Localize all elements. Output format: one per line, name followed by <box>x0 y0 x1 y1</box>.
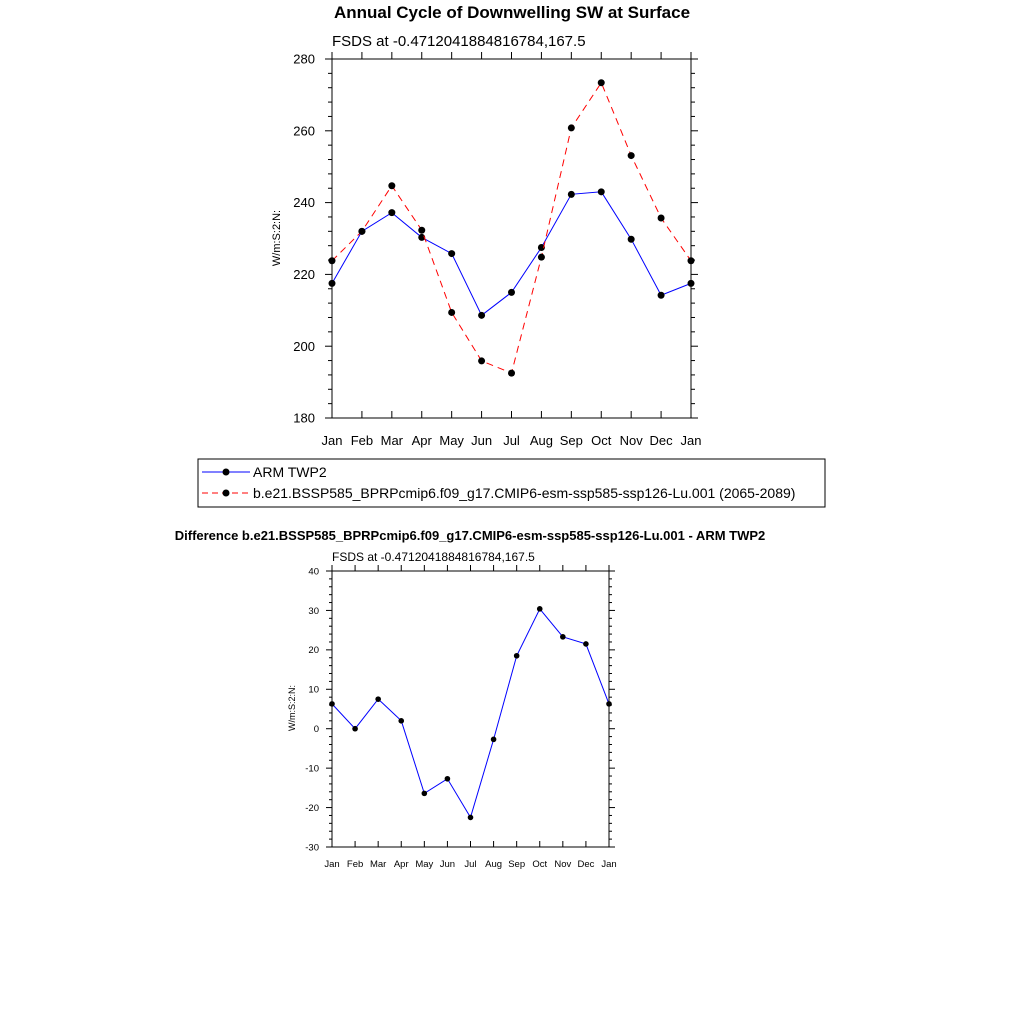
chart1-xtick-label: Jul <box>503 433 520 448</box>
chart2-xtick-label: Apr <box>393 859 409 870</box>
chart2-ytick-label: 10 <box>308 684 319 696</box>
chart2-xtick-label: Oct <box>532 859 548 870</box>
chart1-xtick-label: Mar <box>380 433 404 448</box>
chart1-series-0-point <box>329 280 336 287</box>
chart1-series-0-line <box>332 192 691 315</box>
chart1-series-1-point <box>418 227 425 234</box>
chart1-series-0-point <box>478 312 485 319</box>
chart1-series-0-point <box>508 289 515 296</box>
chart1-subtitle: FSDS at -0.4712041884816784,167.5 <box>332 33 586 50</box>
chart1-series-0-point <box>568 191 575 198</box>
chart1-series-1-point <box>478 357 485 364</box>
chart2-ytick-label: 20 <box>308 645 319 657</box>
chart1-xtick-label: Sep <box>559 433 583 448</box>
chart1-ytick-label: 180 <box>293 410 315 426</box>
chart2-xtick-label: Dec <box>577 859 595 870</box>
chart2-series-0-point <box>329 701 335 707</box>
chart1-series-0-point <box>448 250 455 257</box>
chart1-series-0-point <box>388 209 395 216</box>
chart1-xtick-label: Nov <box>619 433 643 448</box>
chart1-series-1-point <box>329 257 336 264</box>
chart2-subtitle: FSDS at -0.4712041884816784,167.5 <box>332 550 535 564</box>
chart1-xtick-label: Jan <box>321 433 343 448</box>
chart2-series-0-point <box>375 696 381 702</box>
chart2-ytick-label: -10 <box>305 763 319 775</box>
chart2-series-0-point <box>398 718 404 724</box>
chart2-xtick-label: Jan <box>601 859 617 870</box>
chart1-xtick-label: Jan <box>680 433 702 448</box>
chart2-xtick-label: Aug <box>485 859 503 870</box>
chart1-series-1-point <box>358 228 365 235</box>
chart2-xtick-label: Jun <box>439 859 456 870</box>
legend-label-model: b.e21.BSSP585_BPRPcmip6.f09_g17.CMIP6-esm-ssp585-ssp126-Lu.001 (2065-2089) <box>253 485 796 501</box>
chart2-xtick-label: Jan <box>324 859 340 870</box>
chart2-ytick-label: 0 <box>313 724 319 736</box>
chart1-ytick-label: 280 <box>293 51 315 67</box>
chart2-ytick-label: 30 <box>308 605 319 617</box>
chart1-series-0-point <box>628 236 635 243</box>
chart1-series-0-point <box>598 188 605 195</box>
chart1-xtick-label: Feb <box>350 433 374 448</box>
chart2-xtick-label: Nov <box>554 859 572 870</box>
chart1-xtick-label: Aug <box>529 433 553 448</box>
chart1-ytick-label: 240 <box>293 195 315 211</box>
chart2-series-0-line <box>332 609 609 818</box>
chart2-ytick-label: 40 <box>308 566 319 578</box>
chart2-plot <box>305 565 616 870</box>
chart1-xtick-label: May <box>439 433 464 448</box>
chart1-series-0-point <box>688 280 695 287</box>
chart2-series-0-point <box>583 641 589 647</box>
chart2-series-0-point <box>352 726 358 732</box>
chart1-xtick-label: Dec <box>649 433 673 448</box>
chart2-title: Difference b.e21.BSSP585_BPRPcmip6.f09_g17.CMIP6-esm-ssp585-ssp126-Lu.001 - ARM TWP2 <box>174 528 766 543</box>
chart2-series-0-point <box>491 737 497 743</box>
chart2-series-0-point <box>468 815 474 821</box>
chart2-frame <box>332 571 609 847</box>
chart1-series-1-point <box>448 309 455 316</box>
chart2-xtick-label: Feb <box>346 859 364 870</box>
chart2-xtick-label: Jul <box>464 859 477 870</box>
chart2-ytick-label: -30 <box>305 842 319 854</box>
chart1-ytick-label: 220 <box>293 266 315 282</box>
chart1-legend <box>198 459 825 507</box>
chart1-series-1-point <box>688 257 695 264</box>
chart1-frame <box>332 59 691 418</box>
chart1-xtick-label: Apr <box>411 433 432 448</box>
chart1-series-1-line <box>332 83 691 373</box>
chart1-xtick-label: Oct <box>591 433 612 448</box>
chart2-series-0-point <box>514 653 520 659</box>
chart2-series-0-point <box>445 776 451 782</box>
chart1-series-1-point <box>658 215 665 222</box>
chart2-xtick-label: Sep <box>508 859 526 870</box>
chart1-series-1-point <box>388 182 395 189</box>
chart1-series-1-point <box>628 152 635 159</box>
chart1-series-1-point <box>508 370 515 377</box>
chart1-ytick-label: 260 <box>293 123 315 139</box>
chart1-ylabel: W/m:S:2:N: <box>271 209 283 267</box>
chart1-title: Annual Cycle of Downwelling SW at Surface <box>333 3 691 22</box>
chart2-xtick-label: Mar <box>369 859 387 870</box>
chart1-xtick-label: Jun <box>471 433 493 448</box>
chart2-ylabel: W/m:S:2:N: <box>287 684 297 732</box>
chart1-plot <box>293 52 701 448</box>
legend-marker-model <box>223 490 230 497</box>
chart2-series-0-point <box>606 701 612 707</box>
chart2-ytick-label: -20 <box>305 802 319 814</box>
chart1-series-0-point <box>658 292 665 299</box>
chart1-ytick-label: 200 <box>293 338 315 354</box>
chart2-series-0-point <box>537 606 543 612</box>
chart1-series-1-point <box>568 124 575 131</box>
chart1-series-1-point <box>598 79 605 86</box>
chart1-series-1-point <box>538 254 545 261</box>
chart2-series-0-point <box>422 791 428 797</box>
legend-marker-arm <box>223 469 230 476</box>
legend-label-arm: ARM TWP2 <box>253 464 327 480</box>
chart2-xtick-label: May <box>415 859 434 870</box>
chart2-series-0-point <box>560 634 566 640</box>
